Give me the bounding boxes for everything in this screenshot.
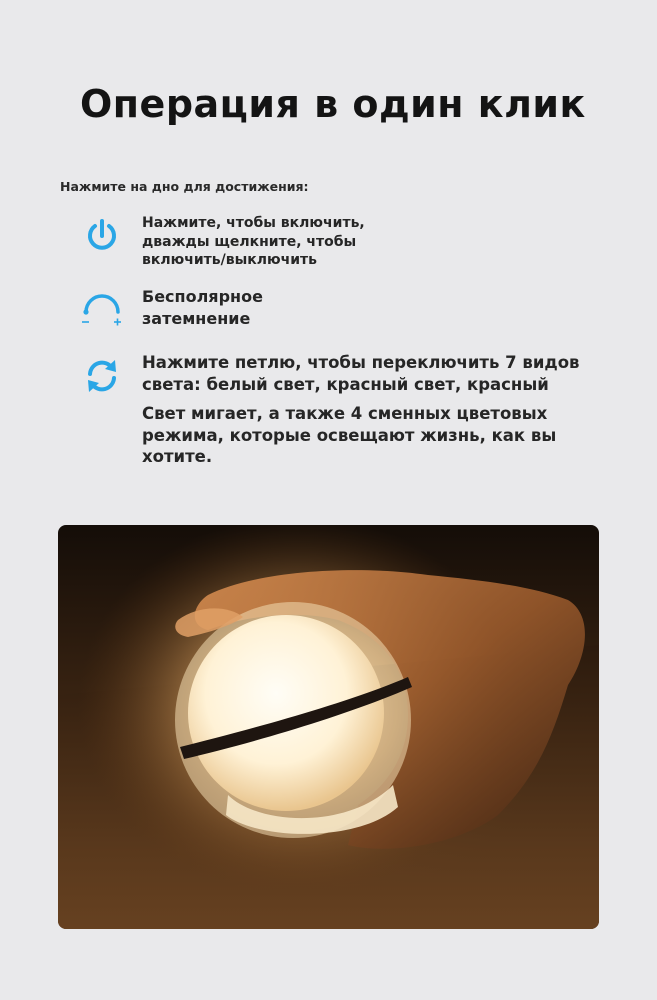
feature-dimming-line-2: затемнение (142, 308, 251, 328)
feature-modes-paragraph-2 (142, 403, 587, 468)
feature-power (80, 214, 392, 270)
feature-power-line-1: Нажмите, чтобы включить, (142, 215, 365, 231)
feature-dimming-line-1: Бесполярное (142, 287, 263, 306)
feature-power-line-3: включить/выключить (142, 252, 317, 268)
product-photo (58, 525, 599, 929)
dimming-arc-icon (80, 286, 124, 330)
feature-modes-line-5: хотите. (142, 447, 213, 466)
feature-modes-text (142, 352, 587, 468)
feature-power-line-2: дважды щелкните, чтобы (142, 233, 357, 250)
feature-power-text (142, 214, 392, 270)
power-icon (80, 214, 124, 258)
page-title: Операция в один клик (80, 82, 586, 126)
feature-modes (80, 352, 587, 468)
feature-dimming (80, 286, 342, 330)
feature-dimming-text (142, 286, 342, 329)
feature-modes-line-4: режима, которые освещают жизнь, как вы (142, 425, 557, 445)
cycle-arrows-icon (80, 354, 124, 398)
feature-modes-line-3: Свет мигает, а также 4 сменных цветовых (142, 404, 548, 423)
feature-modes-line-1: Нажмите петлю, чтобы переключить 7 видов (142, 353, 580, 372)
feature-modes-paragraph-1 (142, 352, 587, 395)
intro-text: Нажмите на дно для достижения: (60, 179, 309, 194)
feature-modes-line-2: света: белый свет, красный свет, красный (142, 374, 549, 394)
